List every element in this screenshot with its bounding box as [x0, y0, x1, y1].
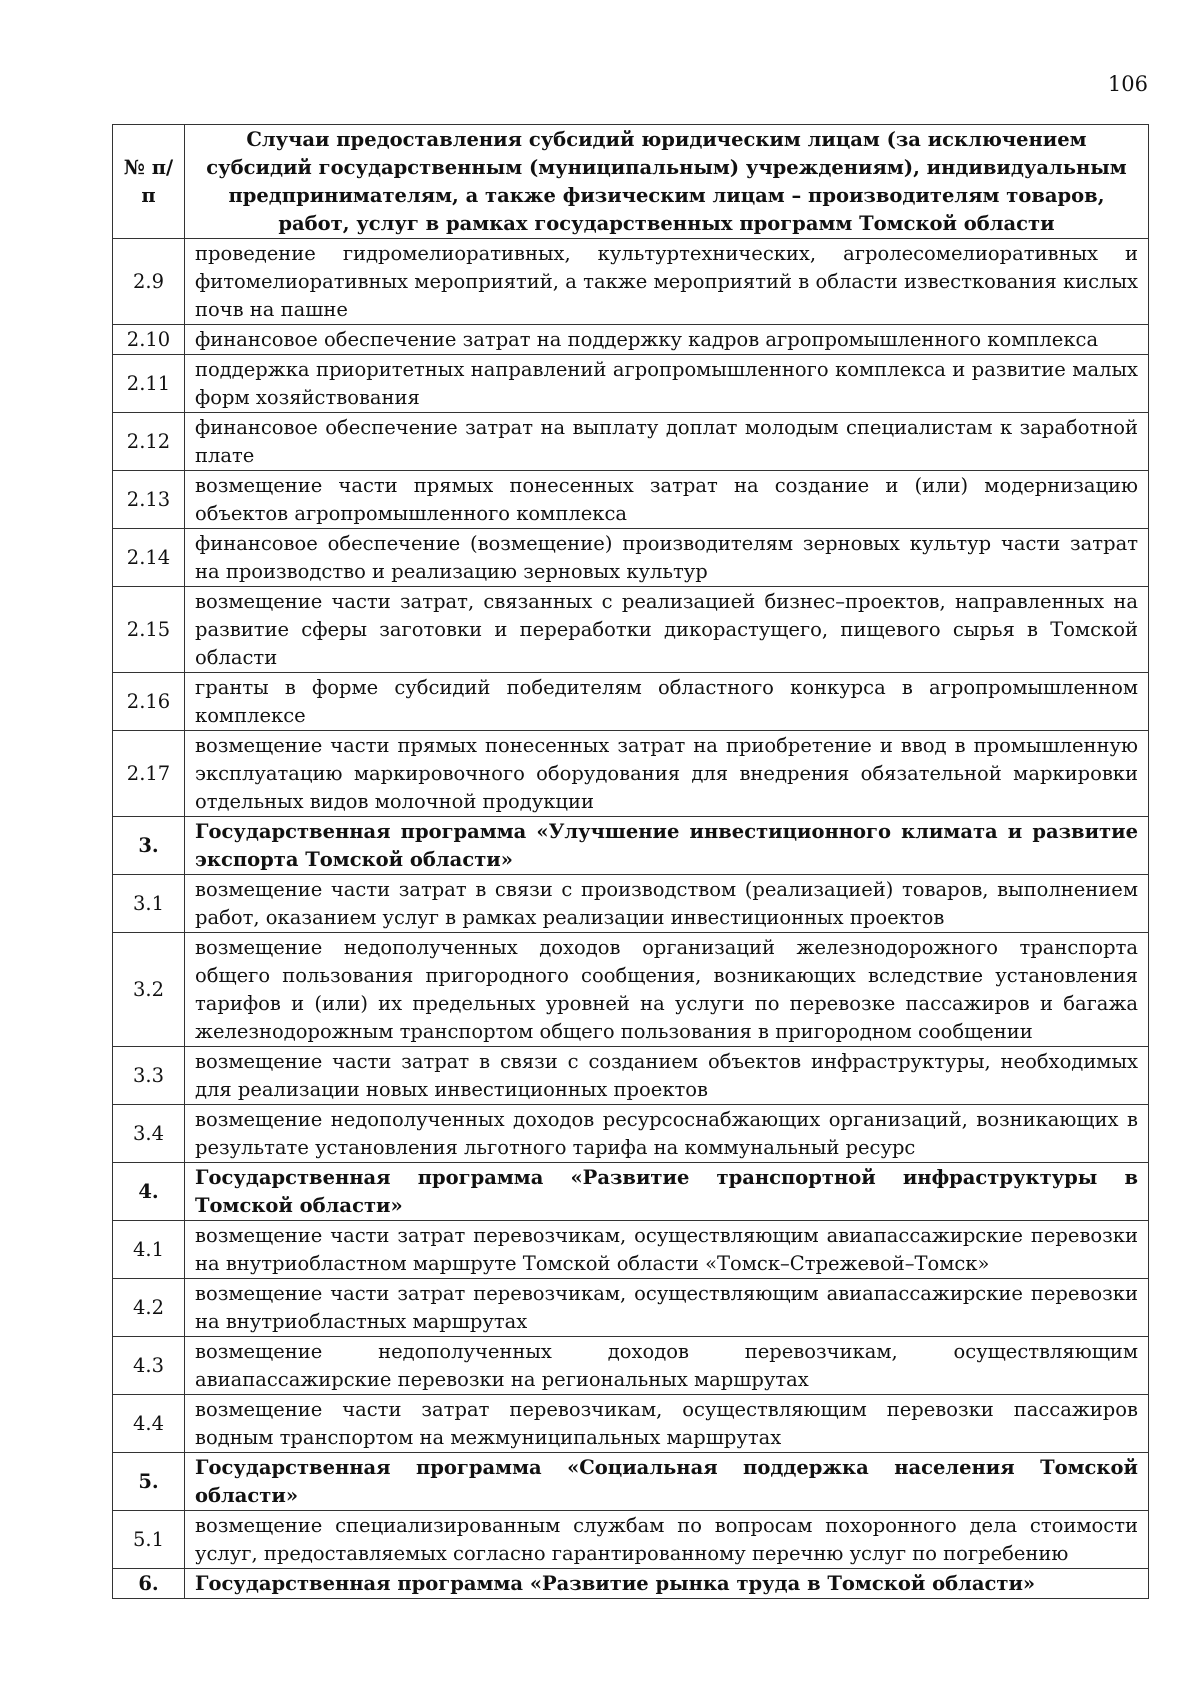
- row-text: возмещение части затрат перевозчикам, осуществляющим авиапассажирские перевозки на внутриобластном маршруте Томской области «Томск–Стрежевой–Томск»: [185, 1221, 1149, 1279]
- section-row: [113, 1569, 1149, 1599]
- table-body: [113, 239, 1149, 1599]
- row-number: 2.12: [113, 413, 185, 471]
- table-row: [113, 1105, 1149, 1163]
- table-row: [113, 933, 1149, 1047]
- row-number: 2.13: [113, 471, 185, 529]
- table-row: [113, 1221, 1149, 1279]
- row-text: возмещение недополученных доходов организаций железнодорожного транспорта общего пользования пригородного сообщения, возникающих вследствие установления тарифов и (или) их предельных уровней на услуги по перевозке пассажиров и багажа железнодорожным транспортом общего пользования в пригородном сообщении: [185, 933, 1149, 1047]
- table-row: [113, 1395, 1149, 1453]
- row-text: поддержка приоритетных направлений агропромышленного комплекса и развитие малых форм хозяйствования: [185, 355, 1149, 413]
- row-number: 3.4: [113, 1105, 185, 1163]
- row-number: 3.1: [113, 875, 185, 933]
- row-number: 3.3: [113, 1047, 185, 1105]
- row-number: 3.: [113, 817, 185, 875]
- row-text: возмещение части затрат перевозчикам, осуществляющим авиапассажирские перевозки на внутриобластных маршрутах: [185, 1279, 1149, 1337]
- row-text: проведение гидромелиоративных, культуртехнических, агролесомелиоративных и фитомелиоративных мероприятий, а также мероприятий в области известкования кислых почв на пашне: [185, 239, 1149, 325]
- row-text: возмещение части затрат в связи с созданием объектов инфраструктуры, необходимых для реализации новых инвестиционных проектов: [185, 1047, 1149, 1105]
- table-row: [113, 731, 1149, 817]
- row-text: гранты в форме субсидий победителям областного конкурса в агропромышленном комплексе: [185, 673, 1149, 731]
- page-number: 106: [1107, 72, 1148, 96]
- row-text: финансовое обеспечение затрат на поддержку кадров агропромышленного комплекса: [185, 325, 1149, 355]
- table-row: [113, 673, 1149, 731]
- section-row: [113, 817, 1149, 875]
- section-title: Государственная программа «Социальная поддержка населения Томской области»: [185, 1453, 1149, 1511]
- section-title: Государственная программа «Улучшение инвестиционного климата и развитие экспорта Томской области»: [185, 817, 1149, 875]
- row-text: финансовое обеспечение затрат на выплату доплат молодым специалистам к заработной плате: [185, 413, 1149, 471]
- row-number: 4.: [113, 1163, 185, 1221]
- section-title: Государственная программа «Развитие транспортной инфраструктуры в Томской области»: [185, 1163, 1149, 1221]
- row-number: 2.11: [113, 355, 185, 413]
- row-number: 2.17: [113, 731, 185, 817]
- row-text: возмещение части затрат, связанных с реализацией бизнес–проектов, направленных на развитие сферы заготовки и переработки дикорастущего, пищевого сырья в Томской области: [185, 587, 1149, 673]
- table-row: [113, 325, 1149, 355]
- subsidy-table: [112, 124, 1149, 1599]
- table-row: [113, 413, 1149, 471]
- row-number: 3.2: [113, 933, 185, 1047]
- section-row: [113, 1453, 1149, 1511]
- row-number: 4.1: [113, 1221, 185, 1279]
- table-row: [113, 1511, 1149, 1569]
- row-number: 2.9: [113, 239, 185, 325]
- table-row: [113, 875, 1149, 933]
- row-text: возмещение части прямых понесенных затрат на приобретение и ввод в промышленную эксплуатацию маркировочного оборудования для внедрения обязательной маркировки отдельных видов молочной продукции: [185, 731, 1149, 817]
- row-text: возмещение недополученных доходов перевозчикам, осуществляющим авиапассажирские перевозки на региональных маршрутах: [185, 1337, 1149, 1395]
- table-row: [113, 471, 1149, 529]
- row-text: возмещение части прямых понесенных затрат на создание и (или) модернизацию объектов агропромышленного комплекса: [185, 471, 1149, 529]
- row-number: 4.3: [113, 1337, 185, 1395]
- section-title: Государственная программа «Развитие рынка труда в Томской области»: [185, 1569, 1149, 1599]
- row-text: финансовое обеспечение (возмещение) производителям зерновых культур части затрат на производство и реализацию зерновых культур: [185, 529, 1149, 587]
- row-number: 4.2: [113, 1279, 185, 1337]
- row-number: 2.10: [113, 325, 185, 355]
- table-row: [113, 355, 1149, 413]
- row-number: 5.: [113, 1453, 185, 1511]
- row-number: 6.: [113, 1569, 185, 1599]
- table-row: [113, 587, 1149, 673]
- row-text: возмещение части затрат перевозчикам, осуществляющим перевозки пассажиров водным транспортом на межмуниципальных маршрутах: [185, 1395, 1149, 1453]
- row-text: возмещение части затрат в связи с производством (реализацией) товаров, выполнением работ, оказанием услуг в рамках реализации инвестиционных проектов: [185, 875, 1149, 933]
- row-number: 2.14: [113, 529, 185, 587]
- row-number: 2.15: [113, 587, 185, 673]
- row-text: возмещение недополученных доходов ресурсоснабжающих организаций, возникающих в результате установления льготного тарифа на коммунальный ресурс: [185, 1105, 1149, 1163]
- table-row: [113, 239, 1149, 325]
- header-text: Случаи предоставления субсидий юридическим лицам (за исключением субсидий государственным (муниципальным) учреждениям), индивидуальным предпринимателям, а также физическим лицам – производителям товаров, работ, услуг в рамках государственных программ Томской области: [185, 125, 1149, 239]
- table-row: [113, 1337, 1149, 1395]
- row-number: 4.4: [113, 1395, 185, 1453]
- table-row: [113, 1047, 1149, 1105]
- row-text: возмещение специализированным службам по вопросам похоронного дела стоимости услуг, предоставляемых согласно гарантированному перечню услуг по погребению: [185, 1511, 1149, 1569]
- header-num: № п/п: [113, 125, 185, 239]
- table-header-row: [113, 125, 1149, 239]
- table-row: [113, 529, 1149, 587]
- table-row: [113, 1279, 1149, 1337]
- row-number: 5.1: [113, 1511, 185, 1569]
- row-number: 2.16: [113, 673, 185, 731]
- section-row: [113, 1163, 1149, 1221]
